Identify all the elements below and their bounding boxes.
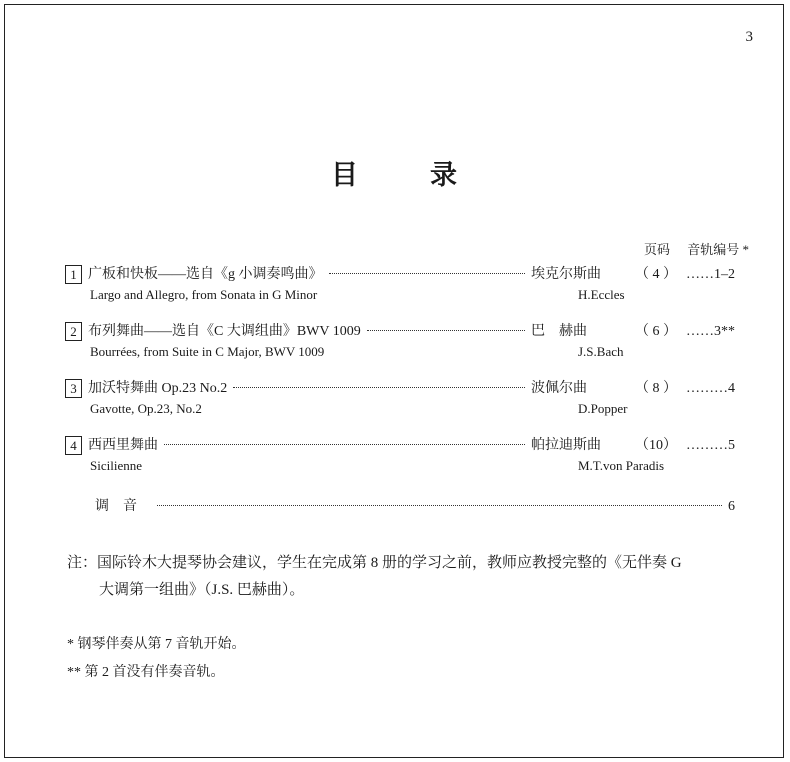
entry-title-cn: 广板和快板——选自《g 小调奏鸣曲》	[88, 267, 323, 282]
toc-entry-2[interactable]	[65, 320, 735, 366]
column-header-page: 页码	[643, 242, 670, 257]
tuning-label: 调音	[95, 499, 151, 514]
entry-track: ……3**	[686, 324, 735, 339]
entry-track: ………5	[686, 438, 735, 453]
leader-dots	[233, 387, 525, 388]
entry-page: （ 6 ）	[635, 324, 677, 339]
leader-dots	[157, 505, 722, 506]
entry-composer-en: J.S.Bach	[578, 344, 624, 359]
leader-dots	[329, 273, 526, 274]
entry-number: 1	[65, 265, 82, 284]
note-line-2: 大调第一组曲》（J.S. 巴赫曲）。	[99, 582, 305, 598]
entry-title-en: Largo and Allegro, from Sonata in G Minor	[90, 287, 318, 302]
note-line-1: 注：国际铃木大提琴协会建议，学生在完成第 8 册的学习之前，教师应教授完整的《无伴奏 G	[67, 555, 682, 571]
footnote-2: ** 第 2 首没有伴奏音轨。	[67, 665, 225, 680]
toc-entry-4[interactable]	[65, 434, 735, 480]
entry-page: （ 8 ）	[635, 381, 677, 396]
page-number: 3	[745, 29, 753, 45]
leader-dots	[367, 330, 525, 331]
entry-title-en: Bourrées, from Suite in C Major, BWV 1009	[90, 344, 325, 359]
toc-page	[4, 4, 784, 758]
toc-entry-tuning[interactable]	[95, 495, 735, 515]
entry-composer-cn: 埃克尔斯曲	[531, 267, 601, 282]
entry-composer-en: D.Popper	[578, 401, 628, 416]
entry-composer-en: M.T.von Paradis	[578, 458, 665, 473]
toc-entry-3[interactable]	[65, 377, 735, 423]
footnote-1: * 钢琴伴奏从第 7 音轨开始。	[67, 637, 246, 652]
entry-track: ………4	[686, 381, 735, 396]
entry-track: ……1–2	[686, 267, 735, 282]
tuning-page: 6	[728, 499, 735, 514]
leader-dots	[164, 444, 525, 445]
entry-page: （ 4 ）	[635, 267, 677, 282]
entry-composer-en: H.Eccles	[578, 287, 625, 302]
entry-title-en: Gavotte, Op.23, No.2	[90, 401, 202, 416]
entry-composer-cn: 帕拉迪斯曲	[531, 438, 601, 453]
entry-number: 3	[65, 379, 82, 398]
entry-title-cn: 加沃特舞曲 Op.23 No.2	[88, 381, 228, 396]
toc-entry-1[interactable]	[65, 263, 735, 309]
entry-title-cn: 布列舞曲——选自《C 大调组曲》BWV 1009	[88, 324, 361, 339]
entry-number: 2	[65, 322, 82, 341]
entry-number: 4	[65, 436, 82, 455]
entry-composer-cn: 波佩尔曲	[531, 381, 587, 396]
entry-title-en: Sicilienne	[90, 458, 142, 473]
entry-composer-cn: 巴 赫曲	[531, 324, 587, 339]
entry-page: （10）	[635, 438, 677, 453]
column-headers	[644, 239, 749, 258]
entry-title-cn: 西西里舞曲	[88, 438, 158, 453]
note-paragraph	[67, 550, 737, 604]
page-title: 目录	[331, 160, 529, 191]
column-header-track: 音轨编号 *	[687, 242, 749, 257]
